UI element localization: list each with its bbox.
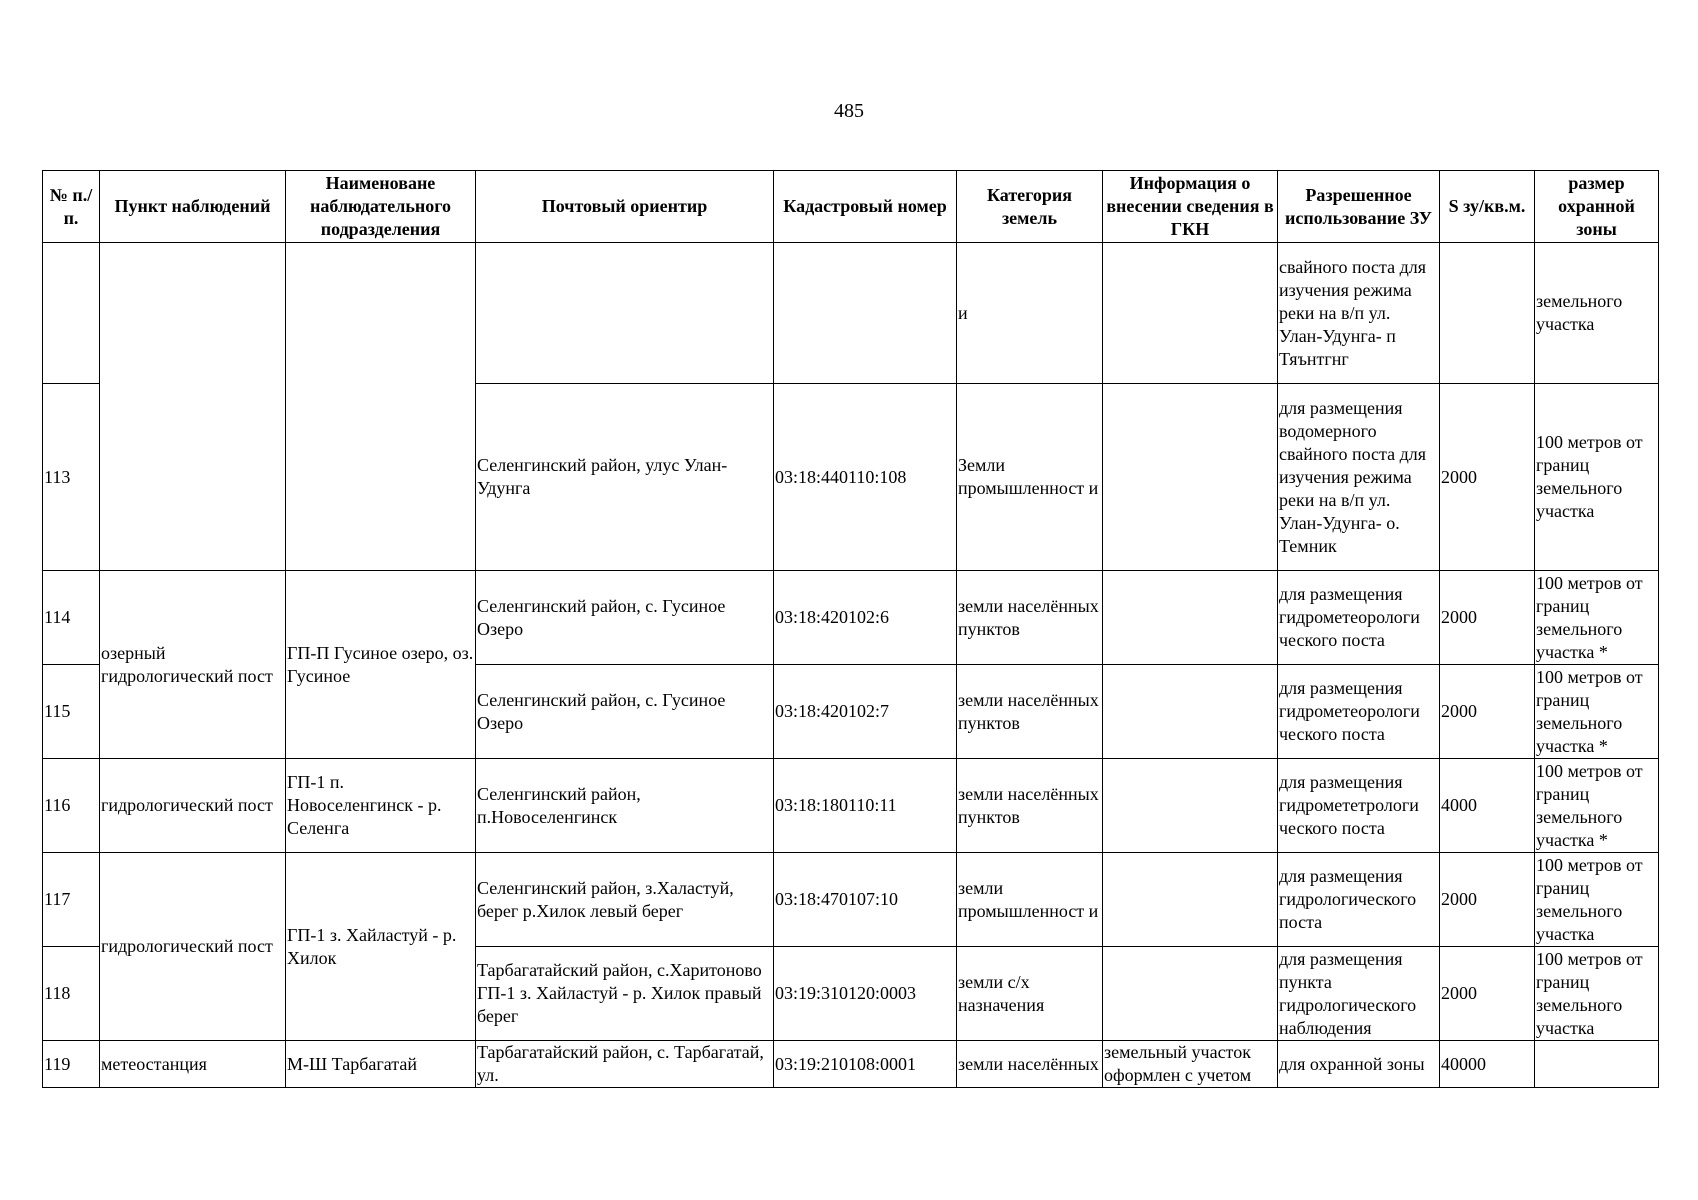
cell-use: свайного поста для изучения режима реки на в/п ул. Улан-Удунга- п Тяънтгнг — [1278, 243, 1440, 384]
cell-address: Тарбагатайский район, с.Харитоново ГП-1 з. Хайластуй - р. Хилок правый берег — [476, 947, 774, 1041]
cell-area: 2000 — [1440, 665, 1535, 759]
cell-use: для размещения гидрологического поста — [1278, 853, 1440, 947]
cell-category: и — [957, 243, 1103, 384]
cell-gkn — [1103, 665, 1278, 759]
page-number: 485 — [834, 100, 864, 122]
cell-use: для охранной зоны — [1278, 1041, 1440, 1088]
cell-zone: 100 метров от границ земельного участка * — [1535, 759, 1659, 853]
cell-num: 118 — [43, 947, 100, 1041]
cell-num: 119 — [43, 1041, 100, 1088]
land-registry-table — [42, 170, 1659, 1088]
cell-address — [476, 243, 774, 384]
cell-use: для размещения пункта гидрологического наблюдения — [1278, 947, 1440, 1041]
cell-num: 116 — [43, 759, 100, 853]
cell-unit: ГП-1 з. Хайластуй - р. Хилок — [286, 853, 476, 1041]
header-row — [43, 171, 1659, 243]
cell-num: 113 — [43, 384, 100, 571]
col-header-cadastral: Кадастровый номер — [774, 171, 957, 243]
cell-gkn — [1103, 571, 1278, 665]
cell-cadastral: 03:19:310120:0003 — [774, 947, 957, 1041]
col-header-point: Пункт наблюдений — [100, 171, 286, 243]
cell-num: 117 — [43, 853, 100, 947]
cell-unit — [286, 243, 476, 571]
cell-address: Селенгинский район, п.Новоселенгинск — [476, 759, 774, 853]
cell-cadastral: 03:19:210108:0001 — [774, 1041, 957, 1088]
cell-category: земли населённых пунктов — [957, 759, 1103, 853]
cell-cadastral — [774, 243, 957, 384]
cell-area: 2000 — [1440, 947, 1535, 1041]
col-header-address: Почтовый ориентир — [476, 171, 774, 243]
col-header-area: S зу/кв.м. — [1440, 171, 1535, 243]
cell-zone: 100 метров от границ земельного участка — [1535, 384, 1659, 571]
cell-zone: 100 метров от границ земельного участка * — [1535, 665, 1659, 759]
table-row — [43, 759, 1659, 853]
cell-category: земли промышленност и — [957, 853, 1103, 947]
cell-point: метеостанция — [100, 1041, 286, 1088]
cell-category: земли населённых пунктов — [957, 571, 1103, 665]
cell-unit: ГП-1 п. Новоселенгинск - р. Селенга — [286, 759, 476, 853]
cell-use: для размещения гидрометеорологи ческого поста — [1278, 665, 1440, 759]
cell-num — [43, 243, 100, 384]
cell-unit: ГП-П Гусиное озеро, оз. Гусиное — [286, 571, 476, 759]
cell-zone: 100 метров от границ земельного участка — [1535, 947, 1659, 1041]
cell-address: Селенгинский район, улус Улан-Удунга — [476, 384, 774, 571]
cell-point: гидрологический пост — [100, 853, 286, 1041]
cell-gkn — [1103, 947, 1278, 1041]
cell-zone: 100 метров от границ земельного участка * — [1535, 571, 1659, 665]
cell-category: земли населённых — [957, 1041, 1103, 1088]
cell-zone: 100 метров от границ земельного участка — [1535, 853, 1659, 947]
cell-address: Селенгинский район, с. Гусиное Озеро — [476, 571, 774, 665]
cell-use: для размещения водомерного свайного поста для изучения режима реки на в/п ул. Улан-Удунга- о. Темник — [1278, 384, 1440, 571]
cell-address: Тарбагатайский район, с. Тарбагатай, ул. — [476, 1041, 774, 1088]
cell-area: 2000 — [1440, 853, 1535, 947]
cell-gkn — [1103, 853, 1278, 947]
cell-point: гидрологический пост — [100, 759, 286, 853]
cell-area: 40000 — [1440, 1041, 1535, 1088]
cell-zone: земельного участка — [1535, 243, 1659, 384]
col-header-unit: Наименоване наблюдательного подразделения — [286, 171, 476, 243]
table-row — [43, 853, 1659, 947]
cell-area: 2000 — [1440, 571, 1535, 665]
cell-point: озерный гидрологический пост — [100, 571, 286, 759]
cell-num: 115 — [43, 665, 100, 759]
cell-address: Селенгинский район, с. Гусиное Озеро — [476, 665, 774, 759]
cell-unit: М-Ш Тарбагатай — [286, 1041, 476, 1088]
cell-cadastral: 03:18:180110:11 — [774, 759, 957, 853]
col-header-num: № п./п. — [43, 171, 100, 243]
cell-num: 114 — [43, 571, 100, 665]
cell-gkn — [1103, 243, 1278, 384]
cell-gkn — [1103, 759, 1278, 853]
cell-gkn — [1103, 384, 1278, 571]
col-header-gkn: Информация о внесении сведения в ГКН — [1103, 171, 1278, 243]
cell-cadastral: 03:18:440110:108 — [774, 384, 957, 571]
cell-area: 2000 — [1440, 384, 1535, 571]
cell-cadastral: 03:18:470107:10 — [774, 853, 957, 947]
cell-cadastral: 03:18:420102:7 — [774, 665, 957, 759]
cell-category: Земли промышленност и — [957, 384, 1103, 571]
cell-point — [100, 243, 286, 571]
cell-zone — [1535, 1041, 1659, 1088]
cell-use: для размещения гидрометеорологи ческого поста — [1278, 571, 1440, 665]
col-header-use: Разрешенное использование ЗУ — [1278, 171, 1440, 243]
cell-address: Селенгинский район, з.Халастуй, берег р.Хилок левый берег — [476, 853, 774, 947]
cell-cadastral: 03:18:420102:6 — [774, 571, 957, 665]
cell-gkn: земельный участок оформлен с учетом — [1103, 1041, 1278, 1088]
cell-category: земли с/х назначения — [957, 947, 1103, 1041]
table-row — [43, 571, 1659, 665]
cell-category: земли населённых пунктов — [957, 665, 1103, 759]
col-header-category: Категория земель — [957, 171, 1103, 243]
table-row — [43, 1041, 1659, 1088]
cell-area — [1440, 243, 1535, 384]
cell-use: для размещения гидромететрологи ческого поста — [1278, 759, 1440, 853]
table-row — [43, 243, 1659, 384]
col-header-zone: размер охранной зоны — [1535, 171, 1659, 243]
cell-area: 4000 — [1440, 759, 1535, 853]
